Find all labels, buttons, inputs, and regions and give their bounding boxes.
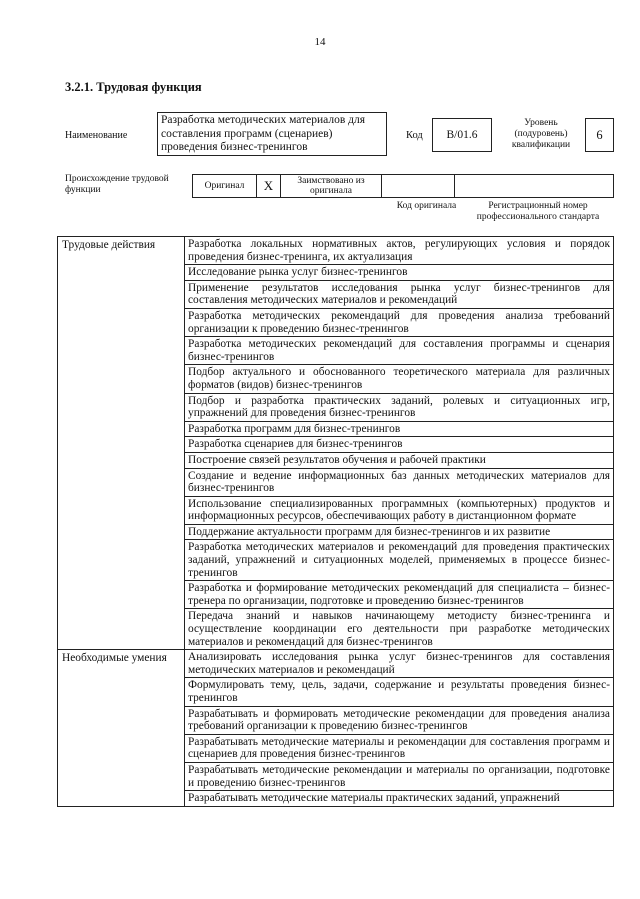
action-item: Создание и ведение информационных баз данных методических материалов для бизнес-тренингов bbox=[185, 468, 614, 496]
original-mark: X bbox=[257, 175, 281, 197]
page-number: 14 bbox=[314, 36, 326, 48]
action-item: Исследование рынка услуг бизнес-тренингов bbox=[185, 265, 614, 281]
action-item: Разработка методических материалов и рекомендаций для проведения практических заданий, упражнений и ситуационных моделей, применяемых в процессе бизнес-тренингов bbox=[185, 540, 614, 581]
action-item: Разработка сценариев для бизнес-тренингов bbox=[185, 437, 614, 453]
reg-number-cell bbox=[455, 175, 613, 197]
skill-item: Разрабатывать методические рекомендации и материалы по организации, подготовке и проведению бизнес-тренингов bbox=[185, 762, 614, 790]
category-cell: Необходимые умения bbox=[58, 650, 185, 807]
action-item: Построение связей результатов обучения и рабочей практики bbox=[185, 452, 614, 468]
borrowed-label: Заимствовано из оригинала bbox=[281, 175, 382, 197]
code-original-cell bbox=[382, 175, 455, 197]
skill-item: Формулировать тему, цель, задачи, содержание и результаты проведения бизнес-тренингов bbox=[185, 678, 614, 706]
origin-label: Происхождение трудовой функции bbox=[65, 174, 169, 195]
table-row bbox=[58, 650, 614, 678]
name-label: Наименование bbox=[65, 130, 128, 141]
action-item: Использование специализированных программных (компьютерных) продуктов и информационных ресурсов, обеспечивающих работу в дистанционном формате bbox=[185, 496, 614, 524]
code-label: Код bbox=[406, 130, 423, 141]
skill-item: Разрабатывать методические материалы и рекомендации для составления программ и сценариев для проведения бизнес-тренингов bbox=[185, 734, 614, 762]
skill-item: Разрабатывать и формировать методические рекомендации для проведения анализа требований организации к проведению бизнес-тренингов bbox=[185, 706, 614, 734]
original-label: Оригинал bbox=[193, 175, 257, 197]
action-item: Разработка программ для бизнес-тренингов bbox=[185, 421, 614, 437]
section-title: 3.2.1. Трудовая функция bbox=[65, 80, 202, 94]
action-item: Передача знаний и навыков начинающему методисту бизнес-тренинга и осуществление координации его деятельности при разработке методических материалов и рекомендаций для бизнес-тренингов bbox=[185, 609, 614, 650]
function-name-box: Разработка методических материалов для составления программ (сценариев) проведения бизнес-тренингов bbox=[157, 112, 387, 156]
action-item: Разработка локальных нормативных актов, регулирующих условия и порядок проведения бизнес-тренинга, их актуализация bbox=[185, 237, 614, 265]
action-item: Разработка методических рекомендаций для проведения анализа требований организации к проведению бизнес-тренингов bbox=[185, 308, 614, 336]
action-item: Разработка методических рекомендаций для составления программы и сценария бизнес-тренингов bbox=[185, 337, 614, 365]
code-original-label: Код оригинала bbox=[396, 201, 457, 211]
action-item: Подбор актуального и обоснованного теоретического материала для различных форматов (видов) бизнес-тренингов bbox=[185, 365, 614, 393]
skill-item: Анализировать исследования рынка услуг бизнес-тренингов для составления методических материалов и рекомендаций bbox=[185, 650, 614, 678]
skill-item: Разрабатывать методические материалы практических заданий, упражнений bbox=[185, 791, 614, 807]
requirements-table bbox=[57, 236, 614, 807]
action-item: Разработка и формирование методических рекомендаций для специалиста – бизнес-тренера по организации, подготовке и проведению бизнес-тренингов bbox=[185, 581, 614, 609]
level-value-box: 6 bbox=[585, 118, 614, 152]
origin-row bbox=[192, 174, 614, 198]
action-item: Применение результатов исследования рынка услуг бизнес-тренингов для составления методических материалов и рекомендаций bbox=[185, 280, 614, 308]
level-label: Уровень (подуровень) квалификации bbox=[511, 118, 571, 150]
code-value-box: B/01.6 bbox=[432, 118, 492, 152]
category-cell: Трудовые действия bbox=[58, 237, 185, 650]
reg-number-label: Регистрационный номер профессионального стандарта bbox=[476, 201, 600, 222]
action-item: Подбор и разработка практических заданий, ролевых и ситуационных игр, упражнений для проведения бизнес-тренингов bbox=[185, 393, 614, 421]
table-row bbox=[58, 237, 614, 265]
action-item: Поддержание актуальности программ для бизнес-тренингов и их развитие bbox=[185, 524, 614, 540]
